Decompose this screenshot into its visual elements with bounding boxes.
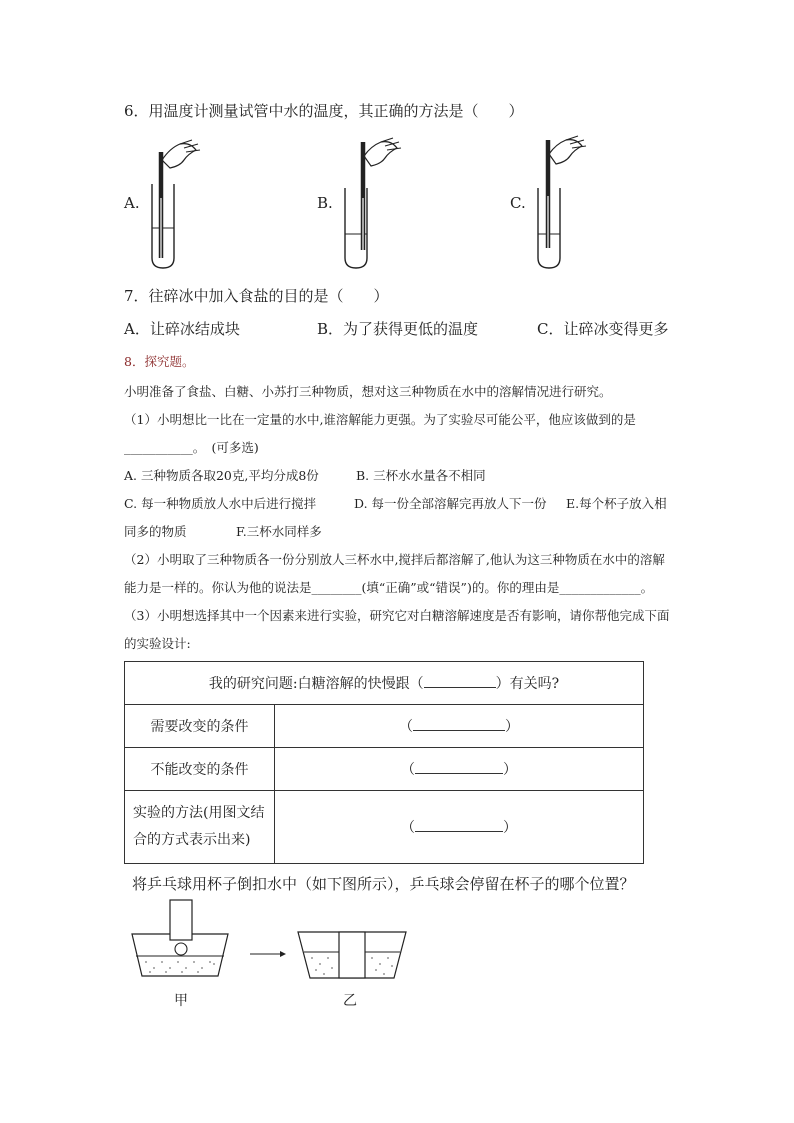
- q9-stem: 将乒乓球用杯子倒扣水中（如下图所示），乒乓球会停留在杯子的哪个位置？: [132, 875, 635, 893]
- q6-option-c[interactable]: C.: [510, 194, 526, 212]
- row-label-method: 实验的方法(用图文结合的方式表示出来): [125, 791, 275, 864]
- ping-pong-figure: [130, 898, 410, 988]
- row-value-change[interactable]: [275, 705, 644, 748]
- q8-opt-d: D. 每一份全部溶解完再放人下一份: [354, 496, 547, 511]
- row-value-method-r: ）: [503, 820, 517, 836]
- q6-option-a[interactable]: A.: [124, 194, 140, 212]
- q8-part3-line2: 的实验设计:: [124, 636, 191, 651]
- row-value-constant[interactable]: [275, 748, 644, 791]
- q6-option-b[interactable]: B.: [317, 194, 333, 212]
- q8-opt-e-cont: 同多的物质: [124, 524, 187, 539]
- table-header-pre: 我的研究问题:白糖溶解的快慢跟（: [208, 676, 424, 692]
- q8-opt-f: F.三杯水同样多: [236, 524, 322, 539]
- row-label-constant: 不能改变的条件: [125, 748, 275, 791]
- q8-opt-e: E.每个杯子放入相: [566, 496, 667, 511]
- q8-intro: 小明准备了食盐、白糖、小苏打三种物质，想对这三种物质在水中的溶解情况进行研究。: [124, 384, 612, 399]
- figure-label-yi: 乙: [343, 993, 357, 1009]
- q8-part1-tail: 。 (可多选): [192, 440, 259, 455]
- table-header: [125, 662, 644, 705]
- q7-option-b[interactable]: B．为了获得更低的温度: [317, 320, 479, 338]
- row-value-constant-r: ）: [503, 762, 517, 778]
- experiment-design-table: [124, 661, 644, 864]
- row-label-change: 需要改变的条件: [125, 705, 275, 748]
- row-value-change-blank[interactable]: [413, 730, 505, 731]
- q8-part3-line1: （3）小明想选择其中一个因素来进行实验，研究它对白糖溶解速度是否有影响，请你帮他完成下面: [124, 608, 670, 623]
- q7-option-c[interactable]: C．让碎冰变得更多: [537, 320, 669, 338]
- q7-stem: 7．往碎冰中加入食盐的目的是（ ）: [124, 287, 389, 305]
- row-value-constant-blank[interactable]: [415, 773, 503, 774]
- q8-part1-blank[interactable]: ___________: [124, 440, 193, 455]
- thermometer-figure-a: [140, 138, 210, 270]
- q8-part2-line2: 能力是一样的。你认为他的说法是________(填“正确”或“错误”)的。你的理由是_____________。: [124, 580, 654, 595]
- figure-label-jia: 甲: [174, 993, 188, 1009]
- row-value-change-l: （: [399, 719, 413, 735]
- table-header-blank[interactable]: [424, 687, 496, 688]
- row-value-constant-l: （: [401, 762, 415, 778]
- row-value-method-l: （: [401, 820, 415, 836]
- thermometer-figure-c: [526, 136, 596, 270]
- q8-opt-b: B. 三杯水水量各不相同: [356, 468, 486, 483]
- q8-opt-c: C. 每一种物质放人水中后进行搅拌: [124, 496, 317, 511]
- q7-option-a[interactable]: A．让碎冰结成块: [124, 320, 240, 338]
- table-header-post: ）有关吗?: [495, 676, 560, 692]
- row-value-method[interactable]: [275, 791, 644, 864]
- row-value-change-r: ）: [505, 719, 519, 735]
- thermometer-figure-b: [333, 138, 403, 270]
- q8-opt-a: A. 三种物质各取20克,平均分成8份: [124, 468, 319, 483]
- row-value-method-blank[interactable]: [415, 831, 503, 832]
- q8-title: 8．探究题。: [124, 354, 195, 369]
- q8-part1-line1: （1）小明想比一比在一定量的水中,谁溶解能力更强。为了实验尽可能公平，他应该做到的是: [124, 412, 636, 427]
- q8-part2-line1: （2）小明取了三种物质各一份分别放人三杯水中,搅拌后都溶解了,他认为这三种物质在水中的溶解: [124, 552, 665, 567]
- q6-stem: 6．用温度计测量试管中水的温度，其正确的方法是（ ）: [124, 102, 524, 120]
- q8-part1-line2: [124, 438, 259, 456]
